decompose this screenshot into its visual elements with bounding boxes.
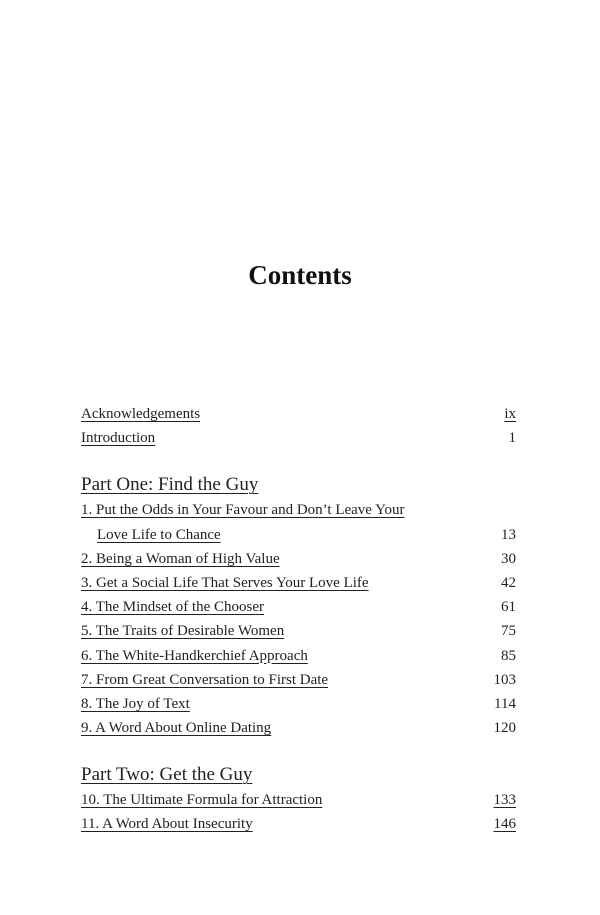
toc-link[interactable]: Introduction bbox=[81, 430, 156, 447]
toc-page-number[interactable]: 133 bbox=[493, 792, 516, 809]
toc-entry[interactable] bbox=[81, 571, 516, 595]
toc-entry[interactable] bbox=[81, 619, 516, 643]
toc-link[interactable]: 7. From Great Conversation to First Date bbox=[81, 671, 329, 688]
toc-page-number: 75 bbox=[501, 623, 516, 640]
toc-entry[interactable] bbox=[81, 644, 516, 668]
toc-page-number: 13 bbox=[501, 526, 516, 543]
part-heading[interactable] bbox=[81, 472, 516, 498]
toc-link[interactable]: 9. A Word About Online Dating bbox=[81, 720, 272, 737]
toc-page-number: 61 bbox=[501, 599, 516, 616]
toc-entry[interactable] bbox=[81, 498, 516, 522]
page-title: Contents bbox=[248, 260, 352, 290]
toc-link[interactable]: 2. Being a Woman of High Value bbox=[81, 550, 280, 567]
toc-link[interactable]: 3. Get a Social Life That Serves Your Love Life bbox=[81, 574, 369, 591]
toc-link[interactable]: Love Life to Chance bbox=[97, 526, 221, 543]
toc-page-number: 103 bbox=[493, 671, 516, 688]
table-of-contents bbox=[81, 402, 516, 837]
toc-entry[interactable] bbox=[81, 812, 516, 836]
toc-page-number: 1 bbox=[508, 430, 516, 447]
toc-entry[interactable] bbox=[81, 547, 516, 571]
toc-link[interactable]: 8. The Joy of Text bbox=[81, 695, 190, 712]
toc-page-number: 42 bbox=[501, 574, 516, 591]
toc-link[interactable]: 10. The Ultimate Formula for Attraction bbox=[81, 792, 323, 809]
toc-link[interactable]: 1. Put the Odds in Your Favour and Don’t Leave Your bbox=[81, 502, 405, 519]
part-link[interactable]: Part One: Find the Guy bbox=[81, 474, 259, 496]
toc-entry[interactable] bbox=[81, 788, 516, 812]
toc-entry[interactable] bbox=[81, 668, 516, 692]
toc-entry-introduction[interactable] bbox=[81, 426, 516, 450]
toc-link[interactable]: 4. The Mindset of the Chooser bbox=[81, 599, 265, 616]
part-link[interactable]: Part Two: Get the Guy bbox=[81, 764, 253, 786]
toc-entry[interactable] bbox=[81, 716, 516, 740]
toc-entry-acknowledgements[interactable] bbox=[81, 402, 516, 426]
part-heading[interactable] bbox=[81, 762, 516, 788]
toc-link[interactable]: Acknowledgements bbox=[81, 406, 201, 422]
toc-page-number[interactable]: 146 bbox=[493, 816, 516, 833]
toc-page-number[interactable]: ix bbox=[504, 406, 516, 422]
toc-link[interactable]: 5. The Traits of Desirable Women bbox=[81, 623, 285, 640]
toc-link[interactable]: 6. The White-Handkerchief Approach bbox=[81, 647, 308, 664]
toc-entry[interactable] bbox=[81, 692, 516, 716]
toc-page-number: 120 bbox=[493, 720, 516, 737]
toc-page-number: 114 bbox=[494, 695, 516, 712]
toc-entry-continued[interactable] bbox=[81, 523, 516, 547]
toc-page-number: 85 bbox=[501, 647, 516, 664]
toc-link[interactable]: 11. A Word About Insecurity bbox=[81, 816, 253, 833]
toc-entry[interactable] bbox=[81, 595, 516, 619]
toc-page-number: 30 bbox=[501, 550, 516, 567]
